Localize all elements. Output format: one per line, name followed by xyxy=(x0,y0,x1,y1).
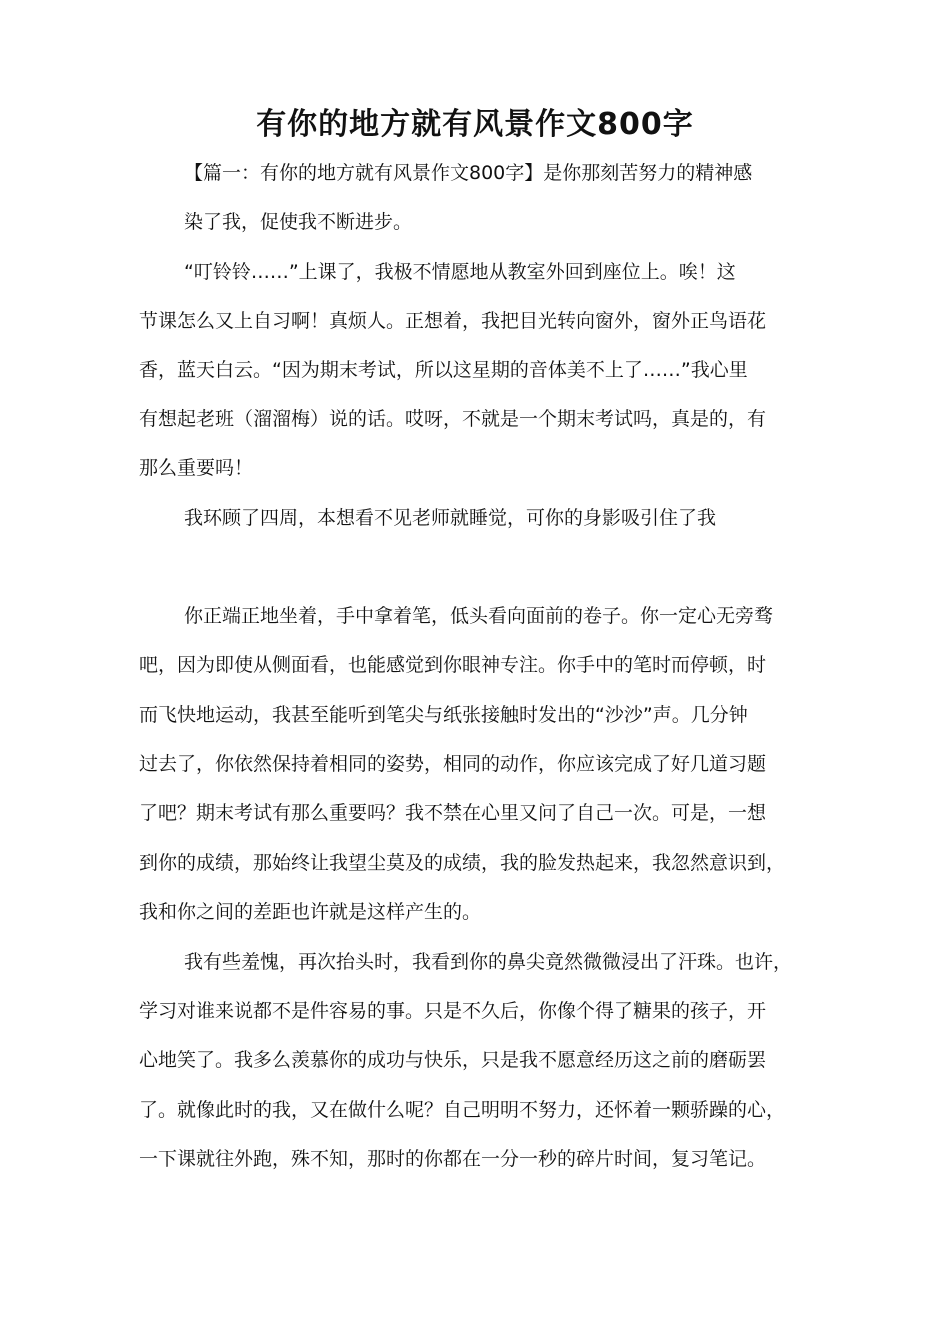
paragraph-line: 你正端正地坐着，手中拿着笔，低头看向面前的卷子。你一定心无旁骛 xyxy=(184,605,774,627)
paragraph-line: 学习对谁来说都不是件容易的事。只是不久后，你像个得了糖果的孩子，开 xyxy=(139,1000,767,1022)
paragraph-line: “叮铃铃……”上课了，我极不情愿地从教室外回到座位上。唉！这 xyxy=(184,261,736,283)
paragraph-line: 有想起老班（溜溜梅）说的话。哎呀，不就是一个期末考试吗，真是的，有 xyxy=(139,408,767,430)
paragraph-line: 那么重要吗！ xyxy=(139,457,254,479)
paragraph-line: 心地笑了。我多么羡慕你的成功与快乐，只是我不愿意经历这之前的磨砺罢 xyxy=(139,1049,767,1071)
paragraph-line: 了。就像此时的我，又在做什么呢？自己明明不努力，还怀着一颗骄躁的心， xyxy=(139,1099,786,1121)
section-heading-line: 【篇一：有你的地方就有风景作文800字】是你那刻苦努力的精神感 xyxy=(184,162,753,184)
paragraph-line: 过去了，你依然保持着相同的姿势，相同的动作，你应该完成了好几道习题 xyxy=(139,753,767,775)
paragraph-line: 了吧？期末考试有那么重要吗？我不禁在心里又问了自己一次。可是，一想 xyxy=(139,802,767,824)
paragraph-line: 节课怎么又上自习啊！真烦人。正想着，我把目光转向窗外，窗外正鸟语花 xyxy=(139,310,767,332)
paragraph-line: 我和你之间的差距也许就是这样产生的。 xyxy=(139,901,482,923)
paragraph-line: 吧，因为即使从侧面看，也能感觉到你眼神专注。你手中的笔时而停顿，时 xyxy=(139,654,767,676)
paragraph-line: 我有些羞愧，再次抬头时，我看到你的鼻尖竟然微微浸出了汗珠。也许， xyxy=(184,951,793,973)
paragraph-line: 我环顾了四周，本想看不见老师就睡觉，可你的身影吸引住了我 xyxy=(184,507,717,529)
document-title: 有你的地方就有风景作文800字 xyxy=(256,107,694,142)
section-heading-line: 染了我，促使我不断进步。 xyxy=(184,211,413,233)
paragraph-line: 香，蓝天白云。“因为期末考试，所以这星期的音体美不上了……”我心里 xyxy=(139,359,748,381)
paragraph-line: 到你的成绩，那始终让我望尘莫及的成绩，我的脸发热起来，我忽然意识到， xyxy=(139,852,786,874)
paragraph-line: 而飞快地运动，我甚至能听到笔尖与纸张接触时发出的“沙沙”声。几分钟 xyxy=(139,704,748,726)
paragraph-line: 一下课就往外跑，殊不知，那时的你都在一分一秒的碎片时间，复习笔记。 xyxy=(139,1148,767,1170)
